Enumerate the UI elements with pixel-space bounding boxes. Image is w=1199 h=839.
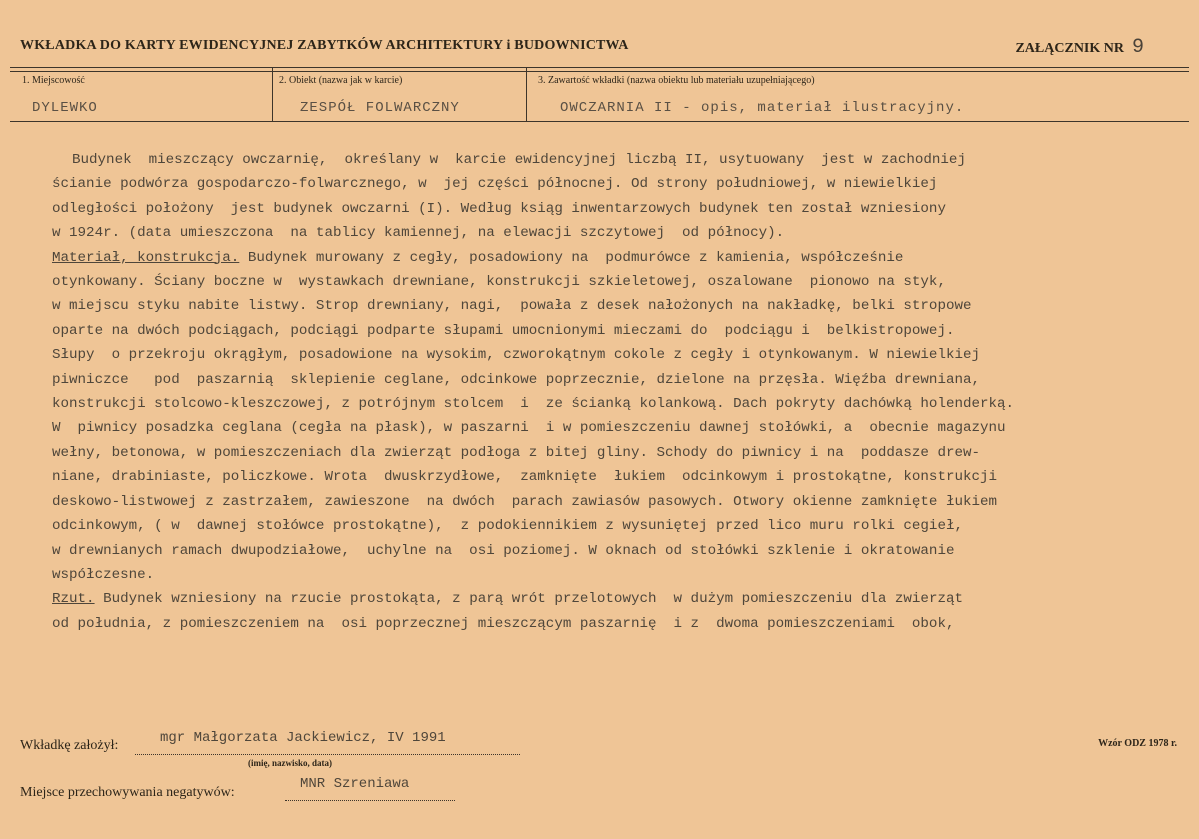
object-value: ZESPÓŁ FOLWARCZNY [300,100,460,116]
body-line: Słupy o przekroju okrągłym, posadowione na wysokim, czworokątnym cokole z cegły i otynkowanym. W niewielkiej [52,347,981,364]
annex-label [1015,36,1144,59]
body-line: w 1924r. (data umieszczona na tablicy kamiennej, na elewacji szczytowej od północy). [52,225,785,242]
description-body [52,148,1162,636]
author-label: Wkładkę założył: [20,738,119,753]
field-divider-1 [272,68,273,121]
storage-label: Miejsce przechowywania negatywów: [20,785,235,800]
body-line: otynkowany. Ściany boczne w wystawkach drewniane, konstrukcji szkieletowej, oszalowane pionowo na styk, [52,274,946,291]
body-line: od południa, z pomieszczeniem na osi poprzecznej mieszczącym paszarnię i z dwoma pomieszczeniami obok, [52,615,955,632]
content-label: 3. Zawartość wkładki (nazwa obiektu lub materiału uzupełniającego) [538,75,815,86]
material-heading: Materiał, konstrukcja. [52,249,240,266]
place-label: 1. Miejscowość [22,75,85,86]
storage-line [285,800,455,801]
form-code: Wzór ODZ 1978 r. [1098,738,1177,749]
body-line: konstrukcji stolcowo-kleszczowej, z potrójnym stolcem i ze ścianką kolankową. Dach pokryty dachówką holenderką. [52,396,1015,413]
field-divider-2 [526,68,527,121]
top-rule [10,67,1189,68]
author-line [135,754,520,755]
body-line: odległości położony jest budynek owczarni (I). Według ksiąg inwentarzowych budynek ten został wzniesiony [52,200,946,217]
top-rule-inner [10,71,1189,72]
place-value: DYLEWKO [32,100,98,116]
body-line: W piwnicy posadzka ceglana (cegła na płask), w paszarni i w pomieszczeniu dawnej stołówki, a obecnie magazynu [52,420,1006,437]
plan-line [52,587,1162,611]
body-line: oparte na dwóch podciągach, podciągi podparte słupami umocnionymi mieczami do podciągu i belkistropowej. [52,322,955,339]
body-line: niane, drabiniaste, policzkowe. Wrota dwuskrzydłowe, zamknięte łukiem odcinkowym i prostokątne, konstrukcji [52,469,998,486]
body-line: odcinkowym, ( w dawnej stołówce prostokątne), z podokiennikiem z wysuniętej przed lico muru rolki cegieł, [52,518,963,535]
content-value: OWCZARNIA II - opis, materiał ilustracyjny. [560,100,965,116]
object-label: 2. Obiekt (nazwa jak w karcie) [279,75,403,86]
body-line: wełny, betonowa, w pomieszczeniach dla zwierząt podłoga z bitej gliny. Schody do piwnicy i na poddasze drew- [52,444,981,461]
plan-rest: Budynek wzniesiony na rzucie prostokąta, z parą wrót przelotowych w dużym pomieszczeniu dla zwierząt [94,591,963,608]
material-rest: Budynek murowany z cegły, posadowiony na podmurówce z kamienia, współcześnie [239,249,904,266]
fields-bottom-rule [10,121,1189,122]
material-line [52,246,1162,270]
annex-label-text: ZAŁĄCZNIK NR [1015,41,1124,56]
body-line: w drewnianych ramach dwupodziałowe, uchylne na osi poziomej. W oknach od stołówki szklenie i okratowanie [52,542,955,559]
body-line: piwniczce pod paszarnią sklepienie ceglane, odcinkowe poprzecznie, dzielone na przęsła. Więźba drewniana, [52,371,981,388]
author-value: mgr Małgorzata Jackiewicz, IV 1991 [160,730,446,746]
body-line: ścianie podwórza gospodarczo-folwarcznego, w jej części północnej. Od strony południowej, w niewielkiej [52,176,938,193]
body-line: deskowo-listwowej z zastrzałem, zawieszone na dwóch parach zawiasów pasowych. Otwory okienne zamknięte łukiem [52,493,998,510]
body-line: w miejscu styku nabite listwy. Strop drewniany, nagi, powała z desek nałożonych na nakładkę, belki stropowe [52,298,972,315]
annex-number: 9 [1131,36,1144,59]
plan-heading: Rzut. [52,591,95,608]
author-hint: (imię, nazwisko, data) [248,758,332,768]
body-line: współczesne. [52,566,155,583]
header-title: WKŁADKA DO KARTY EWIDENCYJNEJ ZABYTKÓW ARCHITEKTURY i BUDOWNICTWA [20,38,629,53]
body-line: Budynek mieszczący owczarnię, określany w karcie ewidencyjnej liczbą II, usytuowany jest w zachodniej [72,152,966,168]
storage-value: MNR Szreniawa [300,776,410,792]
